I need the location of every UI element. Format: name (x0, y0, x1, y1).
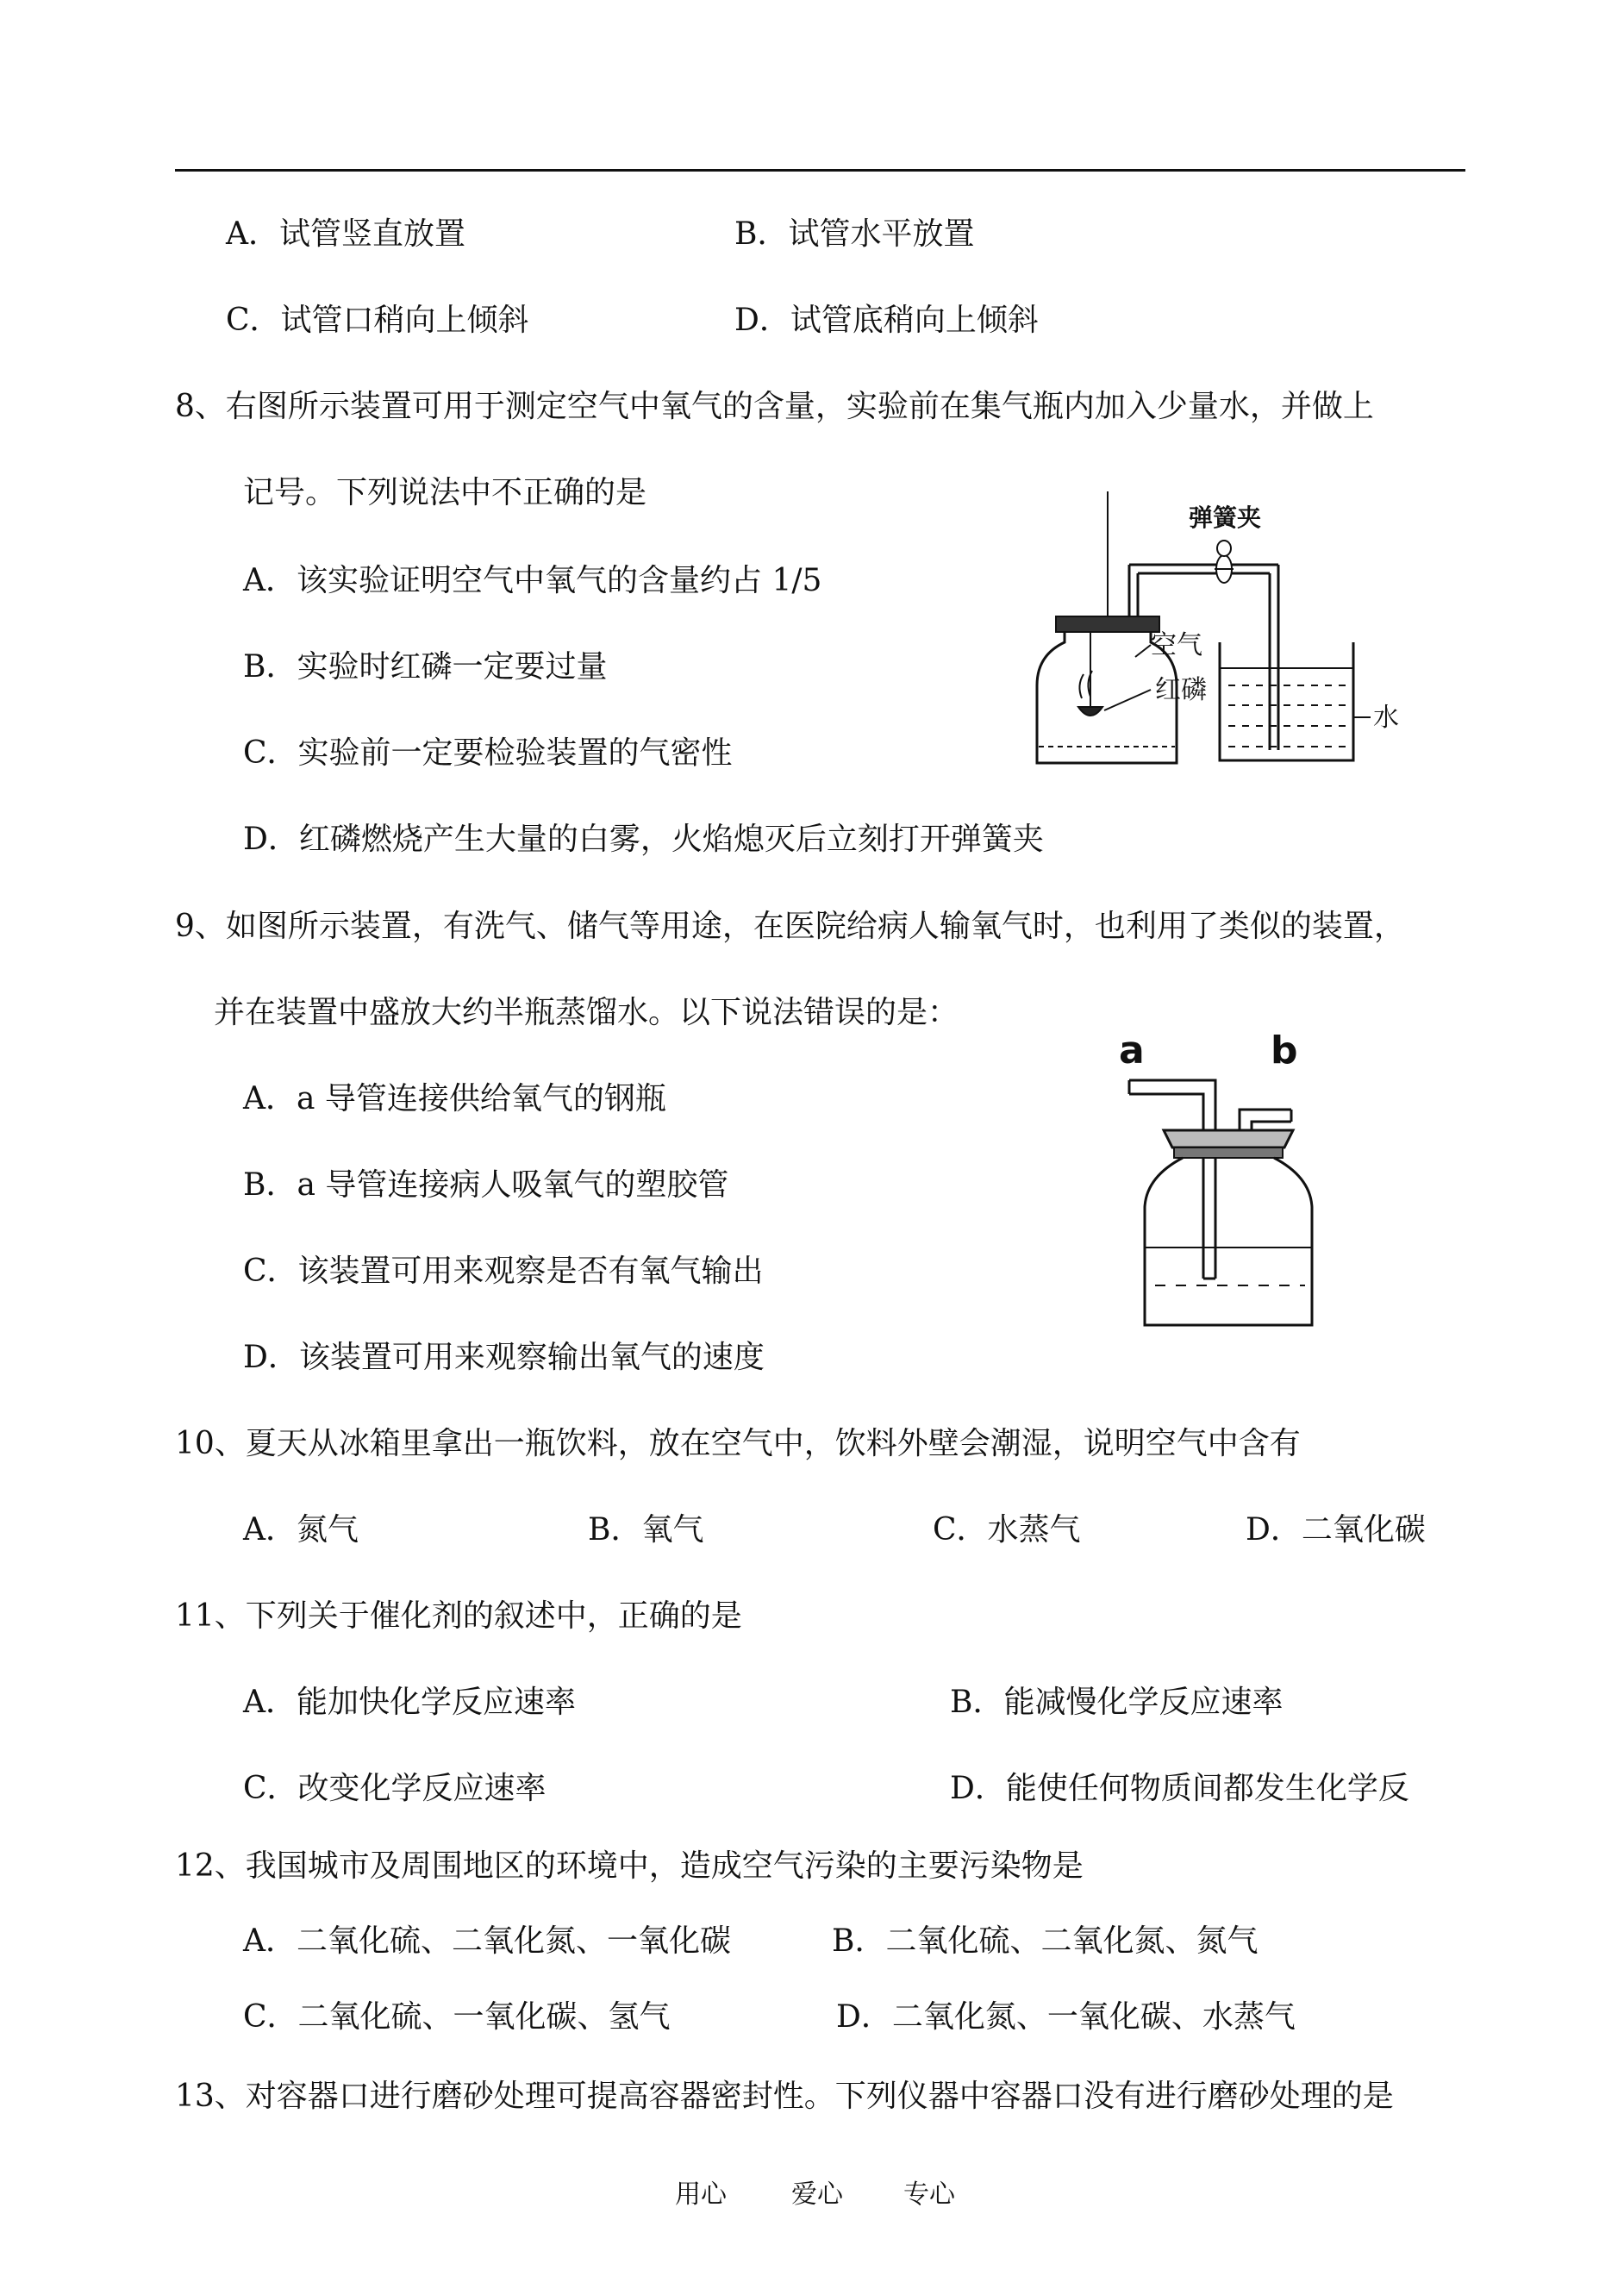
q9-label-b: b (1271, 1029, 1298, 1072)
footer-word-2: 爱心 (791, 2179, 843, 2210)
q11-option-c: C．改变化学反应速率 (243, 1771, 547, 1806)
q9-stem-line1: 9、如图所示装置，有洗气、储气等用途，在医院给病人输氧气时，也利用了类似的装置， (175, 909, 1405, 944)
q10-option-d: D．二氧化碳 (1246, 1512, 1426, 1548)
q12-option-d: D．二氧化氮、一氧化碳、水蒸气 (836, 1999, 1296, 2035)
q10-option-c: C．水蒸气 (933, 1512, 1081, 1548)
q9-gas-bottle-figure (1095, 1022, 1353, 1358)
q10-stem: 10、夏天从冰箱里拿出一瓶饮料，放在空气中，饮料外壁会潮湿，说明空气中含有 (175, 1426, 1301, 1461)
q7-option-d: D．试管底稍向上倾斜 (734, 303, 1039, 338)
header-rule (175, 169, 1465, 172)
q9-label-a: a (1119, 1029, 1145, 1072)
q9-option-a: A．a 导管连接供给氧气的钢瓶 (243, 1081, 666, 1116)
q12-option-b: B．二氧化硫、二氧化氮、氮气 (832, 1923, 1259, 1959)
q7-option-a: A．试管竖直放置 (226, 216, 465, 252)
q11-option-d: D．能使任何物质间都发生化学反 (950, 1771, 1409, 1806)
q12-stem: 12、我国城市及周围地区的环境中，造成空气污染的主要污染物是 (175, 1848, 1084, 1884)
q9-stem-line2: 并在装置中盛放大约半瓶蒸馏水。以下说法错误的是： (214, 995, 959, 1030)
q8-option-b: B．实验时红磷一定要过量 (243, 649, 608, 685)
q13-stem: 13、对容器口进行磨砂处理可提高容器密封性。下列仪器中容器口没有进行磨砂处理的是 (175, 2079, 1394, 2114)
q7-option-b: B．试管水平放置 (734, 216, 975, 252)
q7-option-c: C．试管口稍向上倾斜 (226, 303, 529, 338)
q9-option-c: C．该装置可用来观察是否有氧气输出 (243, 1254, 764, 1289)
q10-option-b: B．氧气 (588, 1512, 704, 1548)
q9-option-b: B．a 导管连接病人吸氧气的塑胶管 (243, 1167, 729, 1203)
q8-stem-line1: 8、右图所示装置可用于测定空气中氧气的含量，实验前在集气瓶内加入少量水，并做上 (175, 389, 1374, 424)
q8-label-air: 空气 (1151, 630, 1202, 660)
q11-stem: 11、下列关于催化剂的叙述中，正确的是 (175, 1598, 742, 1634)
q11-option-b: B．能减慢化学反应速率 (950, 1685, 1284, 1720)
q8-option-a: A．该实验证明空气中氧气的含量约占 1/5 (243, 563, 822, 598)
footer-word-1: 用心 (675, 2179, 727, 2210)
q10-option-a: A．氮气 (243, 1512, 359, 1548)
q8-apparatus-figure (1021, 491, 1418, 776)
q8-label-phosphorus: 红磷 (1155, 675, 1207, 705)
q8-stem-line2: 记号。下列说法中不正确的是 (243, 475, 647, 510)
q8-label-spring-clamp: 弹簧夹 (1188, 503, 1262, 532)
q12-option-a: A．二氧化硫、二氧化氮、一氧化碳 (243, 1923, 731, 1959)
q8-label-water: 水 (1373, 703, 1399, 733)
q9-option-d: D．该装置可用来观察输出氧气的速度 (243, 1340, 765, 1375)
q11-option-a: A．能加快化学反应速率 (243, 1685, 576, 1720)
q8-option-c: C．实验前一定要检验装置的气密性 (243, 735, 733, 771)
q12-option-c: C．二氧化硫、一氧化碳、氢气 (243, 1999, 671, 2035)
q8-option-d: D．红磷燃烧产生大量的白雾，火焰熄灭后立刻打开弹簧夹 (243, 822, 1044, 857)
footer-word-3: 专心 (903, 2179, 955, 2210)
